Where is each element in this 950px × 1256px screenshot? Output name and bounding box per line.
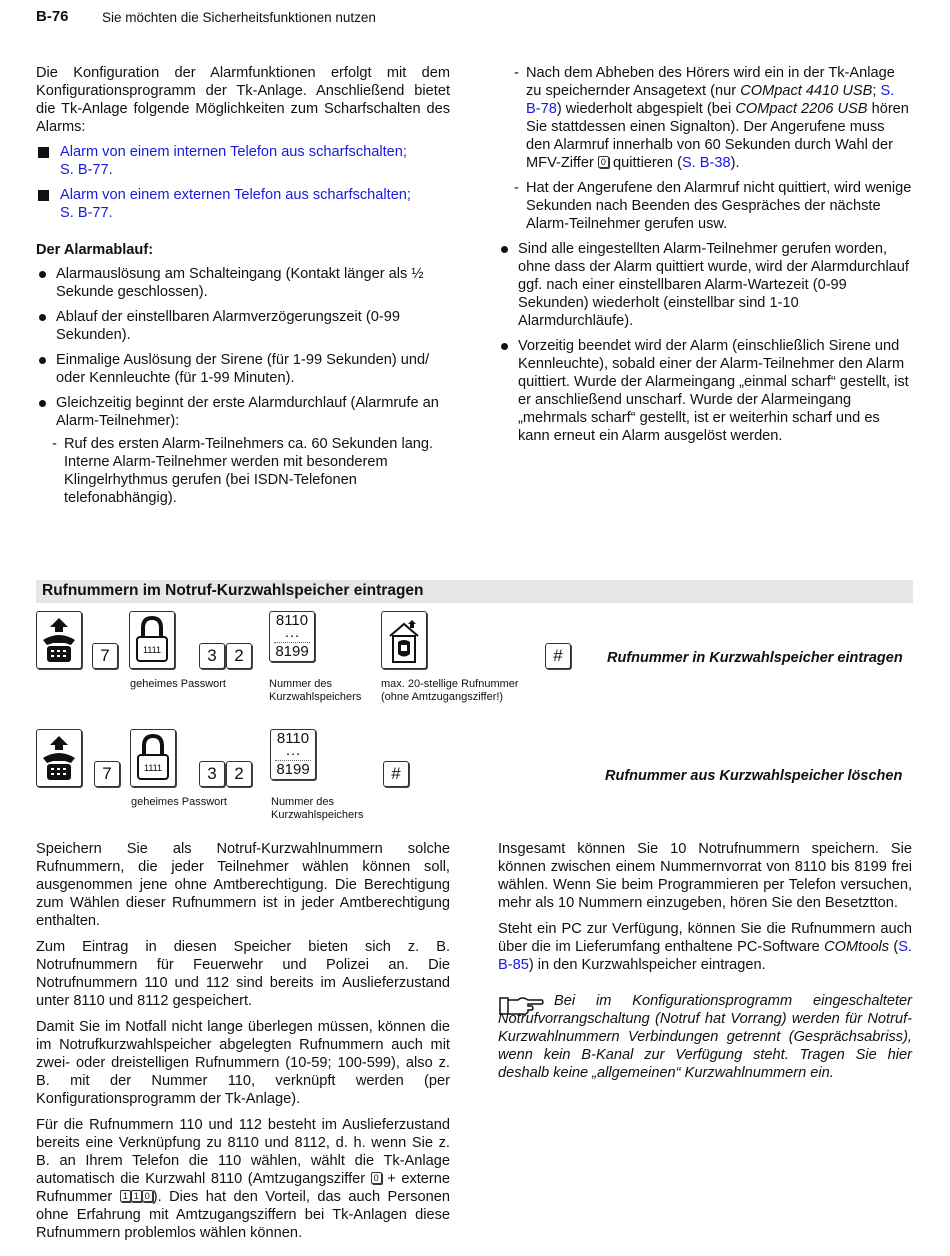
range-box [269,611,315,662]
paragraph-text: Steht ein PC zur Verfügung, können Sie die Rufnummern auch über die im Lieferumfang enthaltene PC-Software [498,921,912,955]
hash-key: # [545,643,571,669]
range-mid: ··· [285,745,301,762]
paragraph-text: Für die Rufnummern 110 und 112 besteht im Auslieferzustand bereits eine Verknüpfung zu 8110 und 8112, d. h. wenn Sie z. B. an Ihrem Telefon die 110 wählen, wählt die Tk-Anlage automatisch die Kurzwahl 8110 (Amtzugangsziffer [36,1117,450,1187]
running-header-title: Sie möchten die Sicherheitsfunktionen nutzen [102,10,376,25]
bottom-right-column [498,840,912,1082]
paragraph-text: ). Dies hat den Vorteil, das auch Personen ohne Erfahrung mit Amtzugangsziffern bei Tk-Anlagen diese Rufnummern problemlos wählen können. [36,1189,450,1241]
list-item [498,240,912,330]
label-number: max. 20-stellige Rufnummer (ohne Amtzugangsziffer!) [381,678,519,703]
ablauf-heading: Der Alarmablauf: [36,242,154,258]
note-text: Bei im Konfigurationsprogramm eingeschalteter Notrufvorrangschaltung (Notruf hat Vorrang) werden für Notruf-Kurzwahlnummern Verbindungen getrennt (Gesprächsabriss), wenn kein B-Kanal zur Verfügung steht. Tragen Sie hier deshalb keine „allgemeinen“ Kurzwahlnummern ein. [498,993,912,1081]
label-password: geheimes Passwort [130,678,226,690]
right-column [498,64,912,445]
bullet-icon [39,357,46,364]
product-name: COMpact 4410 USB [740,83,873,99]
digit-key: 2 [226,761,252,787]
lock-code: 1111 [142,645,162,655]
link-internal-arm[interactable]: Alarm von einem internen Telefon aus scharfschalten; [60,144,407,160]
range-bottom: 8199 [275,643,309,660]
bullet-text: Sind alle eingestellten Alarm-Teilnehmer gerufen worden, ohne dass der Alarm quittiert wurde, wird der Alarmdurchlauf ggf. nach einer einstellbaren Alarm-Wartezeit (0-99 Sekunden) wiederholt (einstellbar sind 1-10 Alarmdurchläufe). [518,241,909,329]
bullet-icon [39,271,46,278]
page-link[interactable]: S. B-38 [681,155,731,171]
label-range: Nummer des Kurzwahlspeichers [271,796,364,821]
key-icon: 0 [371,1172,382,1184]
paragraph-text: ) in den Kurzwahlspeicher eintragen. [528,957,766,973]
dash-text: quittieren ( [612,155,682,171]
dash-text: Ruf des ersten Alarm-Teilnehmers ca. 60 Sekunden lang. Interne Alarm-Teilnehmer werden mit besonderem Klingelrhythmus gerufen (bei ISDN-Telefonen telefonabhängig). [64,436,434,506]
range-top: 8110 [275,612,309,629]
paragraph: Damit Sie im Notfall nicht lange überlegen müssen, können die im Notrufkurzwahlspeicher abgelegten Rufnummern auch mit zwei- oder dreistelligen Rufnummern (10-59; 100-599), also z. B. mit der Nummer 110, verknüpft werden (per Konfigurationsprogramm der Tk-Anlage). [36,1019,450,1107]
digit-key: 3 [199,761,225,787]
bullet-text: Einmalige Auslösung der Sirene (für 1-99 Sekunden) und/ oder Kennleuchte (für 1-99 Minuten). [56,352,430,386]
section-title: Rufnummern im Notruf-Kurzwahlspeicher eintragen [42,582,424,599]
bullet-text: Ablauf der einstellbaren Alarmverzögerungszeit (0-99 Sekunden). [56,309,400,343]
digit-key: 2 [226,643,252,669]
key-icon: 0 [598,156,609,168]
square-bullet-icon [38,190,49,201]
dial-number-icon [381,611,427,669]
page-link[interactable]: S. B-85 [498,939,912,973]
paragraph [36,1116,450,1242]
bullet-icon [501,343,508,350]
bottom-left-column [36,840,450,1242]
caption-store: Rufnummer in Kurzwahlspeicher eintragen [607,650,903,666]
list-item[interactable] [36,143,450,179]
digit-key: 3 [199,643,225,669]
pointing-hand-icon [498,994,544,1023]
product-name: COMpact 2206 USB [735,101,868,117]
paragraph-text: + externe Rufnummer [36,1171,450,1205]
paragraph: Steht ein PC zur Verfügung, können Sie die Rufnummern auch über die im Lieferumfang enthaltene PC-Software COMtools (S. B-85) in den Kurzwahlspeicher eintragen. [498,921,912,973]
list-item [36,351,450,387]
lift-handset-icon [36,611,82,669]
digit-key: 7 [92,643,118,669]
page-number: B-76 [36,8,69,25]
lift-handset-icon [36,729,82,787]
paragraph: Speichern Sie als Notruf-Kurzwahlnummern solche Rufnummern, die jeder Teilnehmer wählen können soll, ausgenommen jene ohne Amtberechtigung. Die Berechtigung zum Wählen dieser Rufnummern ist in jeder Amtberechtigung enthalten. [36,841,450,929]
link-ref[interactable]: S. B-77. [60,205,113,221]
link-external-arm[interactable]: Alarm von einem externen Telefon aus scharfschalten; [60,187,411,203]
list-item [36,394,450,430]
dash-item: - Hat der Angerufene den Alarmruf nicht quittiert, wird wenige Sekunden nach Beenden des Gespräches der nächste Alarm-Teilnehmer gerufen usw. [514,180,912,232]
hash-key: # [383,761,409,787]
list-item [36,308,450,344]
left-column [36,64,450,507]
dash-text: ). [730,155,740,171]
square-bullet-icon [38,147,49,158]
range-mid: ··· [284,627,300,644]
product-name: COMtools [824,939,889,955]
dash-text: hören Sie stattdessen einen Signalton). Der Angerufene muss den Alarmruf innerhalb von 60 Sekunden durch Wahl der MFV-Ziffer [526,101,909,171]
list-item[interactable] [36,186,450,222]
dash-item: - Nach dem Abheben des Hörers wird ein in der Tk-Anlage zu speichernder Ansagetext (nur COMpact 4410 USB; S. B-78) wiederholt abgespielt (bei COMpact 2206 USB hören Sie stattdessen einen Signalton). Der Angerufene muss den Alarmruf innerhalb von 60 Sekunden durch Wahl der MFV-Ziffer 0 quittieren (S. B-38). [514,65,909,171]
range-box [270,729,316,780]
lock-code: 1111 [143,763,163,773]
link-ref[interactable]: S. B-77. [60,162,113,178]
bullet-icon [39,400,46,407]
digit-key: 7 [94,761,120,787]
label-range: Nummer des Kurzwahlspeichers [269,678,362,703]
dash-item: - Ruf des ersten Alarm-Teilnehmers ca. 60 Sekunden lang. Interne Alarm-Teilnehmer werden mit besonderem Klingelrhythmus gerufen (bei ISDN-Telefonen telefonabhängig). [52,436,434,506]
paragraph: Insgesamt können Sie 10 Notrufnummern speichern. Sie können zwischen einem Nummernvorrat von 8110 bis 8199 frei wählen. Wenn Sie beim Programmieren per Telefon versuchen, mehr als 10 Nummern einzugeben, hören Sie den Besetztton. [498,841,912,911]
padlock-icon [130,729,176,787]
bullet-text: Alarmauslösung am Schalteingang (Kontakt länger als ½ Sekunde geschlossen). [56,266,424,300]
key-icon: 1 [120,1190,131,1202]
bullet-icon [501,246,508,253]
padlock-icon [129,611,175,669]
intro-paragraph: Die Konfiguration der Alarmfunktionen erfolgt mit dem Konfigurationsprogramm der Tk-Anlage. Anschließend bietet die Tk-Anlage folgende Möglichkeiten zum Scharfschalten des Alarms: [36,65,450,135]
bullet-icon [39,314,46,321]
label-password: geheimes Passwort [131,796,227,808]
dash-text: Hat der Angerufene den Alarmruf nicht quittiert, wird wenige Sekunden nach Beenden des Gespräches der nächste Alarm-Teilnehmer gerufen usw. [526,180,912,232]
bullet-text: Gleichzeitig beginnt der erste Alarmdurchlauf (Alarmrufe an Alarm-Teilnehmer): [56,395,439,429]
page-link[interactable]: S. B-78 [526,83,895,117]
list-item [498,337,912,445]
key-icon: 1 [131,1190,142,1202]
range-bottom: 8199 [276,761,310,778]
dash-text: Nach dem Abheben des Hörers wird ein in der Tk-Anlage zu speichernder Ansagetext (nur [526,65,895,99]
range-top: 8110 [276,730,310,747]
paragraph: Zum Eintrag in diesen Speicher bieten sich z. B. Notrufnummern für Feuerwehr und Polizei an. Die Notrufnummern 110 und 112 sind bereits im Auslieferzustand unter 8110 und 8112 gespeichert. [36,939,450,1009]
bullet-text: Vorzeitig beendet wird der Alarm (einschließlich Sirene und Kennleuchte), sobald einer der Alarm-Teilnehmer den Alarm quittiert. Wurde der Alarmeingang „einmal scharf“ gestellt, ist er anschließend unscharf. Wurde der Alarmeingang „mehrmals scharf“ gestellt, ist er weiterhin scharf und es kann erneut ein Alarm ausgelöst werden. [518,338,909,444]
list-item [36,265,450,301]
key-icon: 0 [142,1190,153,1202]
dash-text: ) wiederholt abgespielt (bei [556,101,732,117]
caption-delete: Rufnummer aus Kurzwahlspeicher löschen [605,768,903,784]
note-block [498,992,912,1082]
